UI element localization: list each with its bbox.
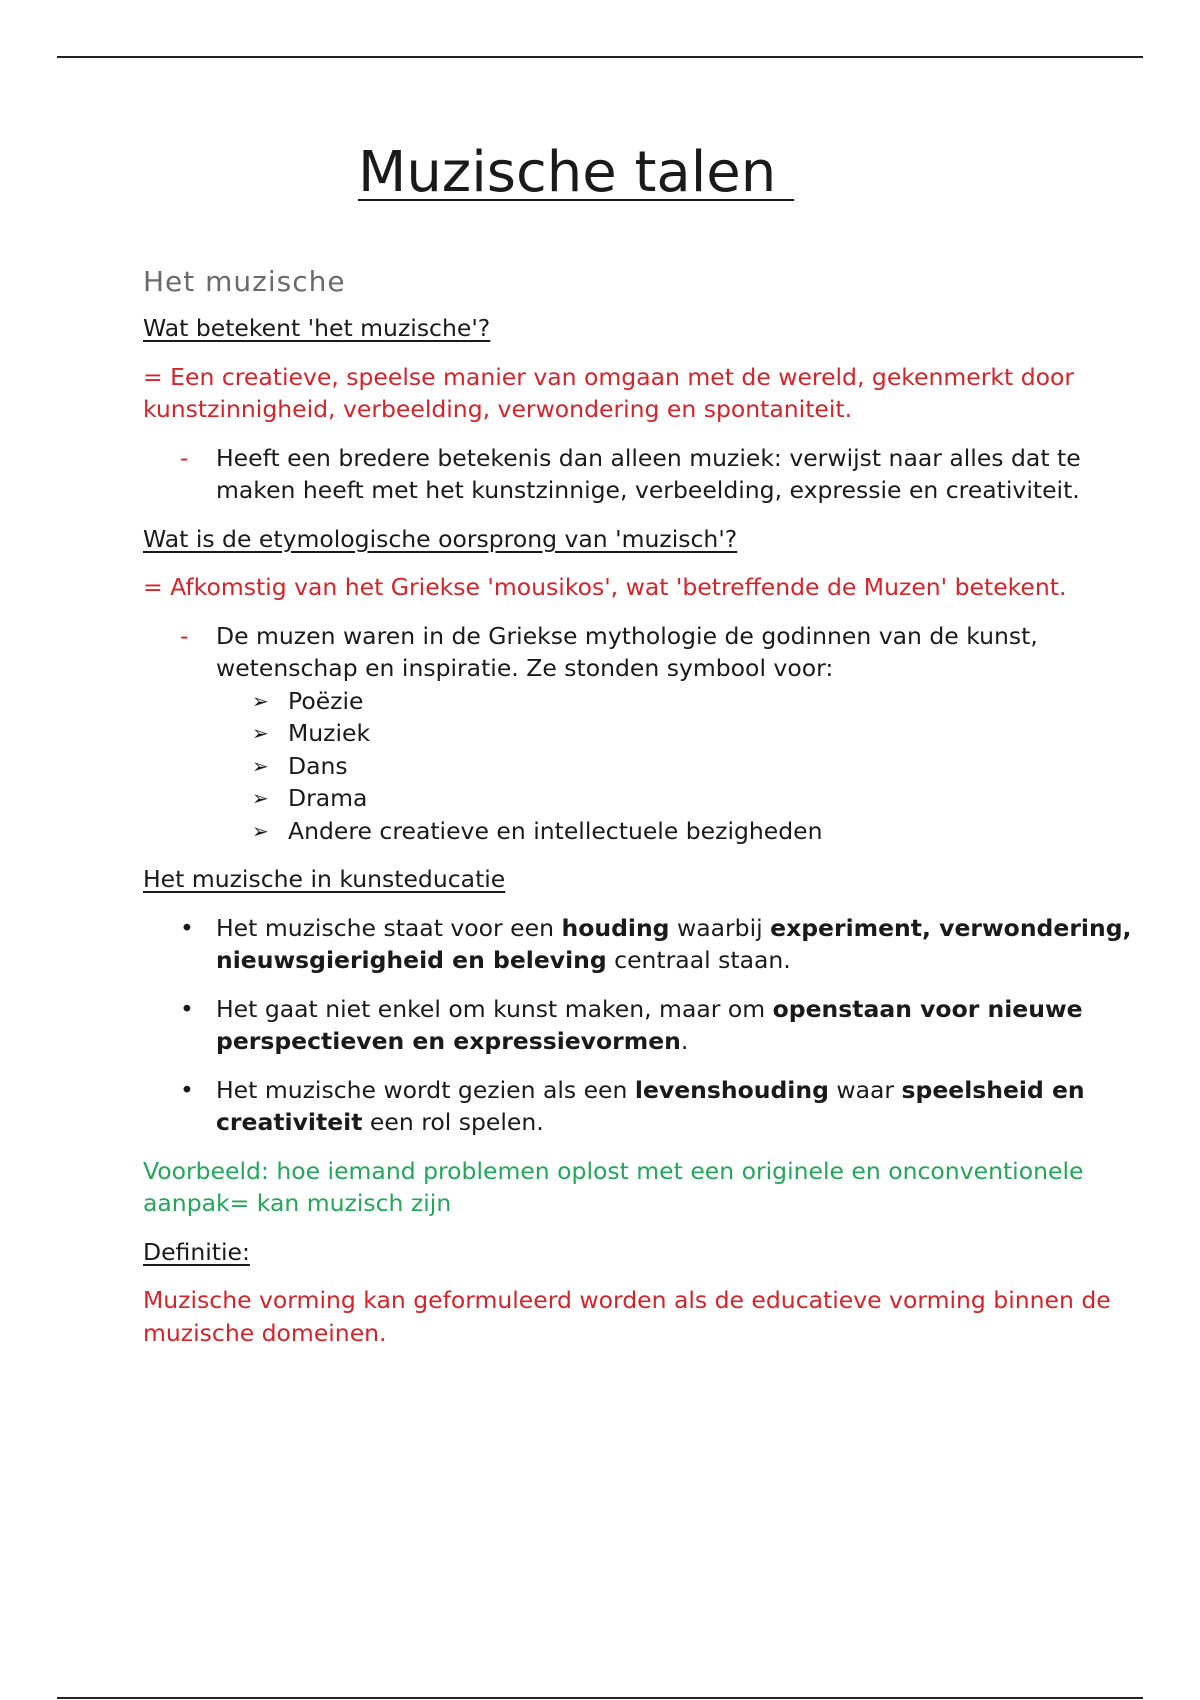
page-title: Muzische talen: [358, 140, 795, 205]
bold-run: houding: [561, 913, 670, 942]
muses-list: [216, 685, 1143, 848]
list-item: [143, 620, 1143, 848]
list-item-text: De muzen waren in de Griekse mythologie de godinnen van de kunst, wetenschap en inspiratie. Ze stonden symbool voor:: [216, 621, 1038, 682]
text-run: een rol spelen.: [362, 1108, 544, 1136]
arrow-icon: ➢: [252, 818, 269, 843]
dot-list: [143, 912, 1143, 1139]
list-item: [143, 442, 1143, 507]
definition-text: Muzische vorming kan geformuleerd worden als de educatieve vorming binnen de muzische domeinen.: [143, 1286, 1111, 1347]
text-run: Het muzische staat voor een: [216, 913, 562, 942]
question-etymology: Wat is de etymologische oorsprong van 'muzisch'?: [143, 524, 738, 553]
list-item-text: Andere creatieve en intellectuele bezigheden: [288, 816, 823, 845]
list-item-text: Heeft een bredere betekenis dan alleen muziek: verwijst naar alles dat te maken heeft met het kunstzinnige, verbeelding, expressie en creativiteit.: [216, 443, 1081, 504]
list-item: [216, 782, 1143, 815]
list-item-text: Poëzie: [288, 686, 364, 715]
bold-run: speelsheid en creativiteit: [216, 1075, 1085, 1136]
bold-run: experiment, verwondering, nieuwsgierigheid en beleving: [216, 913, 1132, 974]
arrow-icon: ➢: [252, 753, 269, 778]
list-item: [216, 717, 1143, 750]
bold-run: openstaan voor nieuwe perspectieven en expressievormen: [216, 994, 1083, 1055]
text-run: waarbij: [669, 913, 771, 942]
question-art-education: Het muzische in kunsteducatie: [143, 865, 506, 893]
question-meaning: Wat betekent 'het muzische'?: [143, 314, 491, 342]
dash-marker: -: [180, 443, 189, 472]
top-rule: [57, 56, 1143, 58]
example-text: Voorbeeld: hoe iemand problemen oplost met een originele en onconventionele aanpak= kan muzisch zijn: [143, 1156, 1084, 1217]
arrow-icon: ➢: [252, 721, 269, 745]
definition-label: Definitie:: [143, 1237, 250, 1266]
dash-marker: -: [180, 621, 189, 650]
list-item-text: Muziek: [288, 719, 371, 747]
list-item: [216, 750, 1143, 783]
answer-etymology: = Afkomstig van het Griekse 'mousikos', wat 'betreffende de Muzen' betekent.: [143, 573, 1067, 601]
text-run: .: [680, 1027, 689, 1055]
list-item: [143, 1074, 1143, 1139]
section-heading: Het muzische: [143, 265, 346, 298]
bottom-rule: [57, 1697, 1143, 1699]
text-run: Het muzische wordt gezien als een: [216, 1075, 635, 1104]
arrow-icon: ➢: [252, 688, 269, 713]
list-item-text: Dans: [288, 751, 348, 780]
arrow-icon: ➢: [252, 786, 269, 810]
list-item: [143, 912, 1143, 977]
text-run: Het gaat niet enkel om kunst maken, maar om: [216, 994, 773, 1023]
list-item-text: Drama: [288, 784, 368, 812]
bullet-marker: •: [180, 994, 194, 1023]
bullet-marker: •: [180, 1075, 194, 1104]
list-item: [216, 815, 1143, 848]
dash-list-2: [143, 620, 1143, 848]
text-run: centraal staan.: [606, 946, 791, 974]
document-body: [143, 262, 1143, 1365]
bullet-marker: •: [180, 913, 194, 942]
bold-run: levenshouding: [634, 1075, 829, 1104]
answer-meaning: = Een creatieve, speelse manier van omgaan met de wereld, gekenmerkt door kunstzinnigheid, verbeelding, verwondering en spontaniteit.: [143, 362, 1075, 423]
list-item: [216, 685, 1143, 718]
text-run: waar: [828, 1075, 902, 1104]
list-item: [143, 993, 1143, 1058]
dash-list-1: [143, 442, 1143, 507]
